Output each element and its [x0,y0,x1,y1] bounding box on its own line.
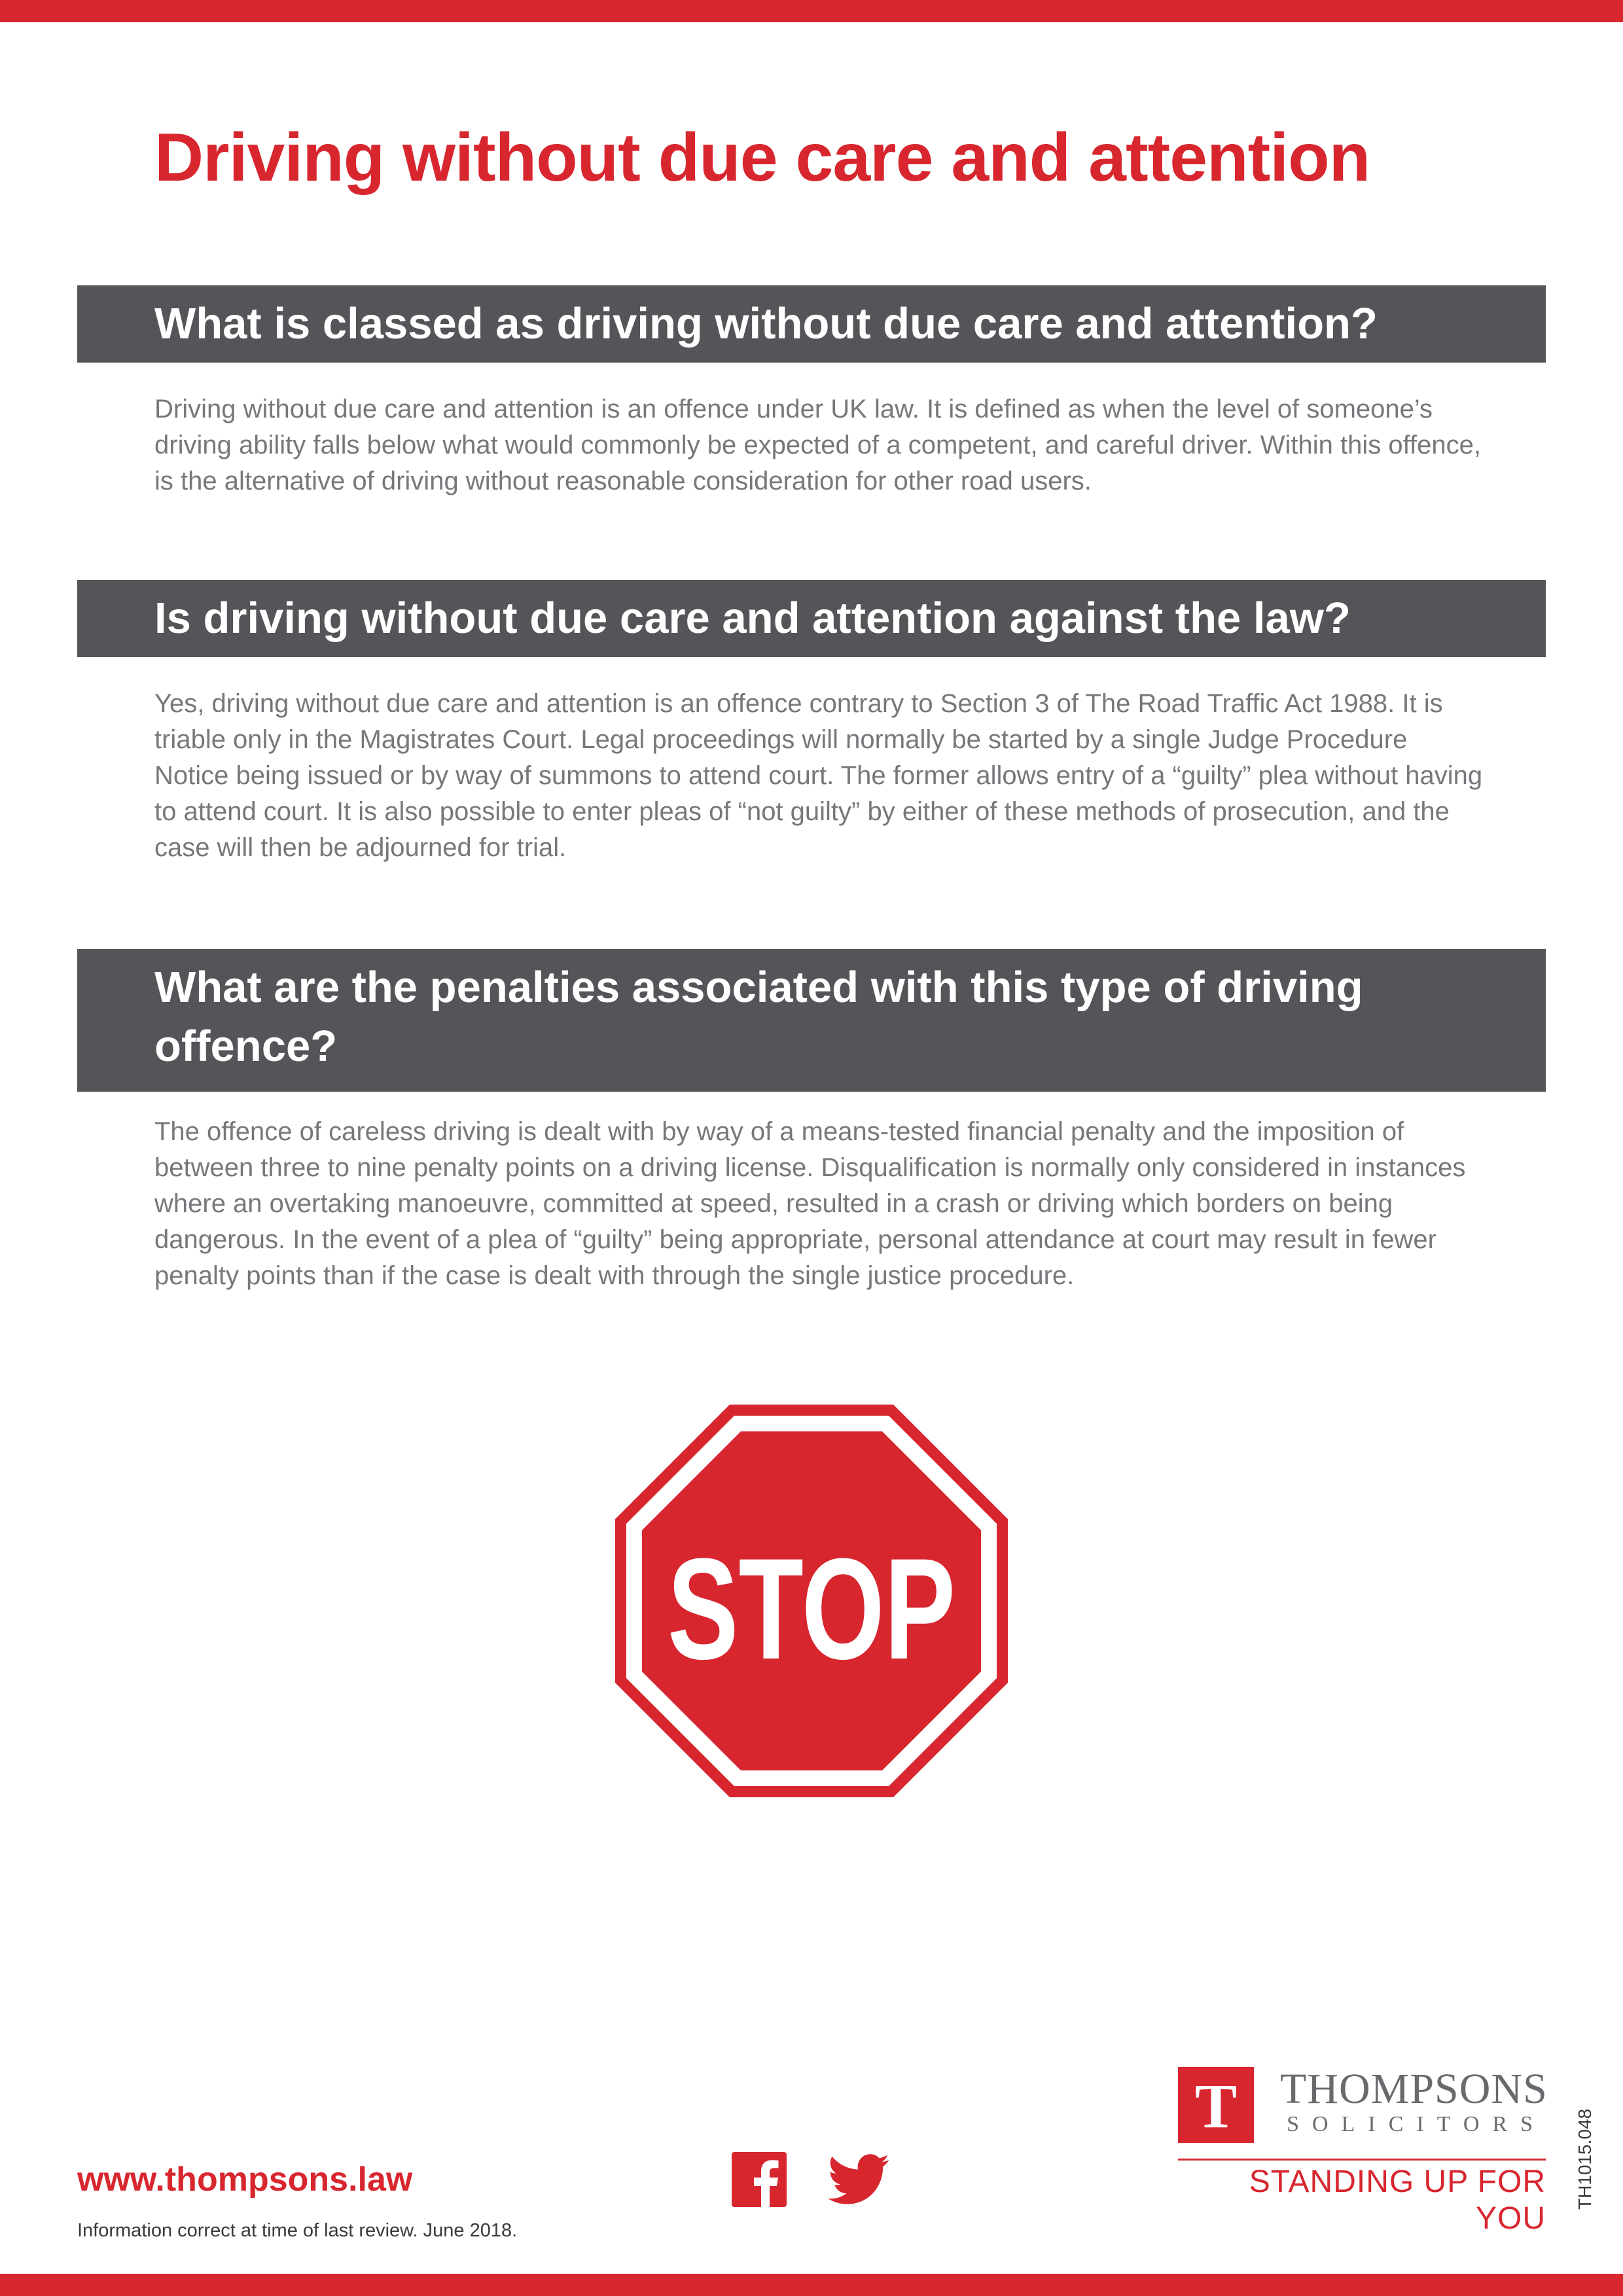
logo-divider [1178,2159,1546,2161]
logo-letter: T [1194,2071,1238,2141]
section-body: The offence of careless driving is dealt with by way of a means-tested financial penalty and the imposition of between three to nine penalty points on a driving license. Disqualification is normally only considered in instances where an overtaking manoeuvre, committed at speed, resulted in a crash or driving which borders on being dangerous. In the event of a plea of “guilty” being appropriate, personal attendance at court may result in fewer penalty points than if the case is dealt with through the single justice procedure. [154,1117,1466,1290]
tagline: STANDING UP FOR YOU [1249,2164,1546,2236]
logo-mark [1178,2067,1254,2143]
bottom-accent-bar [0,2274,1623,2296]
top-accent-bar [0,0,1623,22]
section-body: Yes, driving without due care and attention is an offence contrary to Section 3 of The Road Traffic Act 1988. It is triable only in the Magistrates Court. Legal proceedings will normally be started by a single Judge Procedure Notice being issued or by way of summons to attend court. The former allows entry of a “guilty” plea without having to attend court. It is also possible to enter pleas of “not guilty” by either of these methods of prosecution, and the case will then be adjourned for trial. [154,689,1483,862]
section-heading-band [77,949,1546,1092]
section-heading: What is classed as driving without due care and attention? [154,299,1378,348]
stop-sign-text: STOP [668,1528,955,1689]
page-title: Driving without due care and attention [154,120,1370,196]
section-heading-band [77,285,1546,363]
section-heading: Is driving without due care and attention against the law? [154,594,1351,643]
logo-t-icon [1178,2067,1254,2143]
website-link[interactable]: www.thompsons.law [77,2161,413,2198]
facebook-icon[interactable] [732,2152,787,2207]
stop-sign-icon [615,1405,1008,1797]
review-note: Information correct at time of last review. June 2018. [77,2220,518,2241]
logo-subtitle: SOLICITORS [1287,2112,1546,2136]
section-heading: What are the penalties associated with this type of driving offence? [154,963,1363,1071]
section-body: Driving without due care and attention is an offence under UK law. It is defined as when the level of someone’s driving ability falls below what would commonly be expected of a competent, and careful driver. Within this offence, is the alternative of driving without reasonable consideration for other road users. [154,395,1481,495]
logo-name: THOMPSONS [1280,2065,1548,2113]
twitter-icon[interactable] [829,2153,890,2206]
section-heading-band [77,580,1546,657]
document-reference: TH1015.048 [1575,2108,1595,2210]
